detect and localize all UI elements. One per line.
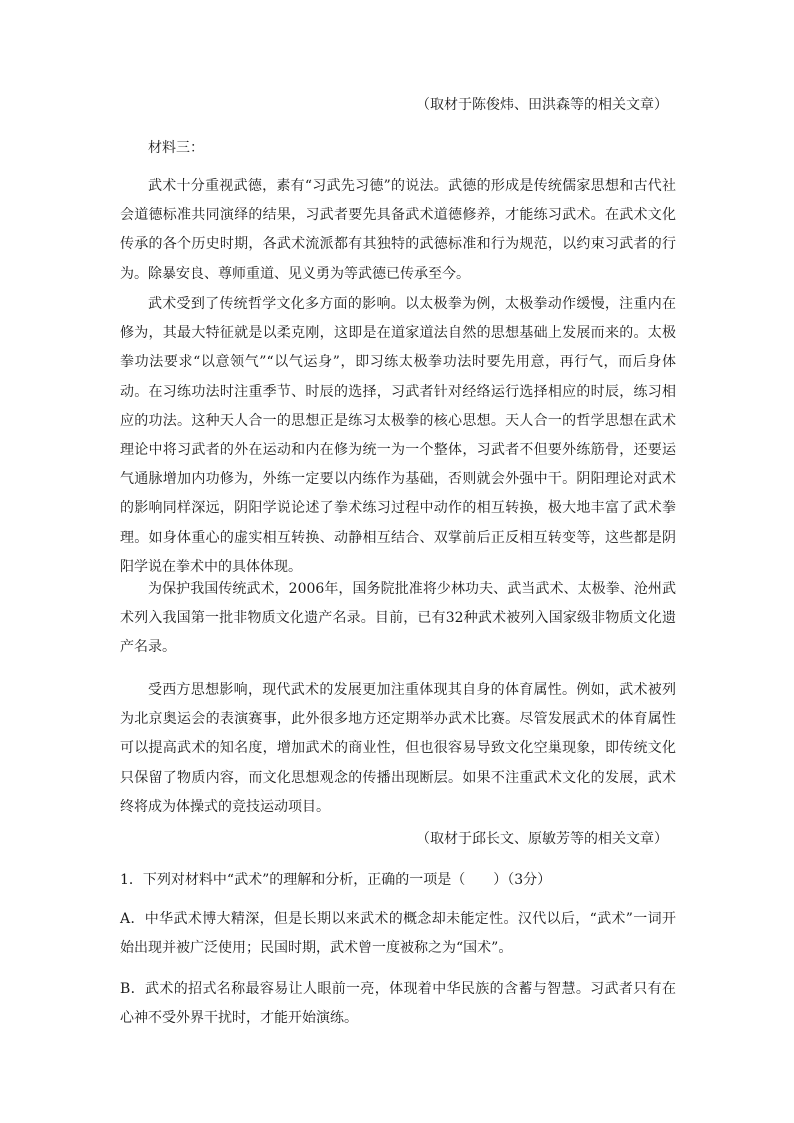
paragraph-wude: 武术十分重视武德，素有“习武先习德”的说法。武德的形成是传统儒家思想和古代社会道德标准共同演绎的结果，习武者要先具备武术道德修养，才能练习武术。在武术文化传承的各个历史时期，各武术流派都有其独特的武德标准和行为规范，以约束习武者的行为。除暴安良、尊师重道、见义勇为等武德已传承至今。	[120, 178, 676, 282]
source-citation-bottom: （取材于邱长文、原敏芳等的相关文章）	[416, 831, 668, 847]
question-1: 1．下列对材料中“武术”的理解和分析，正确的一项是（ ）（3分）	[120, 872, 552, 888]
option-b: B．武术的招式名称最容易让人眼前一亮，体现着中华民族的含蓄与智慧。习武者只有在心神不受外界干扰时，才能开始演练。	[120, 981, 676, 1027]
paragraph-modern: 受西方思想影响，现代武术的发展更加注重体现其自身的体育属性。例如，武术被列为北京奥运会的表演赛事，此外很多地方还定期举办武术比赛。尽管发展武术的体育属性可以提高武术的知名度，增加武术的商业性，但也很容易导致文化空巢现象，即传统文化只保留了物质内容，而文化思想观念的传播出现断层。如果不注重武术文化的发展，武术终将成为体操式的竞技运动项目。	[120, 682, 676, 815]
paragraph-philosophy: 武术受到了传统哲学文化多方面的影响。以太极拳为例，太极拳动作缓慢，注重内在修为，其最大特征就是以柔克刚，这即是在道家道法自然的思想基础上发展而来的。太极拳功法要求“以意领气”“以气运身”，即习练太极拳功法时要先用意，再行气，而后身体动。在习练功法时注重季节、时辰的选择，习武者针对经络运行选择相应的时辰，练习相应的功法。这种天人合一的思想正是练习太极拳的核心思想。天人合一的哲学思想在武术理论中将习武者的外在运动和内在修为统一为一个整体，习武者不但要外练筋骨，还要运气通脉增加内功修为，外练一定要以内练作为基础，否则就会外强中干。阴阳理论对武术的影响同样深远，阴阳学说论述了拳术练习过程中动作的相互转换，极大地丰富了武术拳理。如身体重心的虚实相互转换、动静相互结合、双掌前后正反相互转变等，这些都是阴阳学说在拳术中的具体体现。	[120, 296, 676, 575]
option-a: A．中华武术博大精深，但是长期以来武术的概念却未能定性。汉代以后，“武术”一词开始出现并被广泛使用；民国时期，武术曾一度被称之为“国术”。	[120, 911, 676, 957]
material-heading: 材料三：	[148, 140, 204, 156]
source-citation-top: （取材于陈俊炜、田洪森等的相关文章）	[416, 97, 668, 113]
paragraph-heritage: 为保护我国传统武术，2006年，国务院批准将少林功夫、武当武术、太极拳、沧州武术列入我国第一批非物质文化遗产名录。目前，已有32种武术被列入国家级非物质文化遗产名录。	[120, 581, 676, 656]
